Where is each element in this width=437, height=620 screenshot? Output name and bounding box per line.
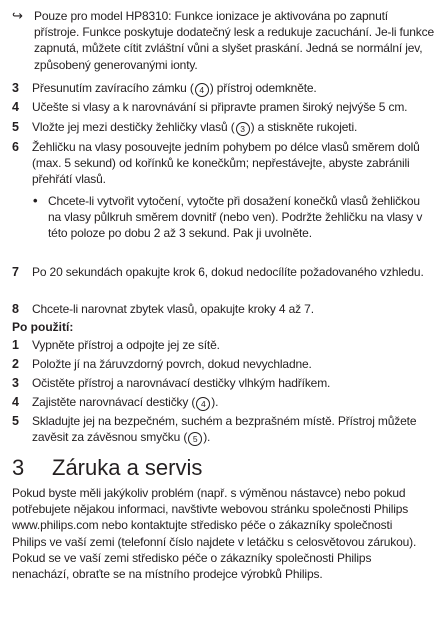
after-use-step bbox=[12, 375, 432, 391]
step-item bbox=[12, 119, 432, 136]
step-item bbox=[12, 99, 432, 115]
after-use-step bbox=[12, 394, 432, 411]
step-text: Chcete-li narovnat zbytek vlasů, opakujte kroky 4 až 7. bbox=[32, 302, 314, 316]
figure-reference: 5 bbox=[188, 432, 202, 446]
step-text: Žehličku na vlasy posouvejte jedním pohybem po délce vlasů směrem dolů (max. 5 sekund) od kořínků ke konečkům; nepřestávejte, abyste zabránili přehřátí vlasů. bbox=[32, 140, 420, 187]
figure-reference: 4 bbox=[196, 397, 210, 411]
step-text: Po 20 sekundách opakujte krok 6, dokud nedocílíte požadovaného vzhledu. bbox=[32, 265, 424, 279]
step-text: Učešte si vlasy a k narovnávání si připravte pramen široký nejvýše 5 cm. bbox=[32, 100, 408, 114]
figure-reference: 3 bbox=[236, 122, 250, 136]
curl-tip bbox=[12, 193, 432, 242]
figure-reference: 4 bbox=[195, 83, 209, 97]
curl-tip-text: Chcete-li vytvořit vytočení, vytočte při dosažení konečků vlasů žehličkou na vlasy půlkruh směrem dovnitř (nebo ven). Podržte žehličku na vlasy v této poloze po dobu 2 až 3 sekund. Pak ji uvolněte. bbox=[48, 194, 423, 241]
step-item bbox=[12, 301, 432, 317]
arrow-icon: ↪ bbox=[12, 8, 23, 23]
step-item bbox=[12, 139, 432, 188]
step-text: Očistěte přístroj a narovnávací destičky vlhkým hadříkem. bbox=[32, 376, 331, 390]
step-number: 8 bbox=[12, 302, 19, 316]
step-item bbox=[12, 264, 432, 280]
ionization-note-text: Pouze pro model HP8310: Funkce ionizace je aktivována po zapnutí přístroje. Funkce poskytuje dodatečný lesk a redukuje zacuchání. Je-li funkce zapnutá, můžete cítit zvláštní vůni a slyšet praskání. Jedná se normální jev, způsobený generovanými ionty. bbox=[34, 9, 435, 72]
step-text: Zajistěte narovnávací destičky ( 4 ). bbox=[32, 395, 219, 409]
step-text: Vypněte přístroj a odpojte jej ze sítě. bbox=[32, 338, 220, 352]
step-text: Vložte jej mezi destičky žehličky vlasů ( 3 ) a stiskněte rukojeti. bbox=[32, 120, 358, 134]
step-number: 5 bbox=[12, 120, 19, 134]
step-item bbox=[12, 80, 432, 97]
step-number: 1 bbox=[12, 338, 19, 352]
step-number: 6 bbox=[12, 140, 19, 154]
ionization-note bbox=[12, 8, 435, 73]
after-use-step bbox=[12, 337, 432, 353]
after-use-step bbox=[12, 356, 432, 372]
step-text: Skladujte jej na bezpečném, suchém a bezprašném místě. Přístroj můžete zavěsit za závěsnou smyčku ( 5 ). bbox=[32, 414, 417, 445]
section-number: 3 bbox=[12, 455, 25, 480]
step-number: 5 bbox=[12, 414, 19, 428]
step-number: 7 bbox=[12, 265, 19, 279]
step-number: 3 bbox=[12, 376, 19, 390]
after-use-step bbox=[12, 413, 432, 446]
after-use-heading: Po použití: bbox=[12, 320, 74, 334]
step-number: 4 bbox=[12, 395, 19, 409]
bullet-icon: • bbox=[33, 193, 38, 208]
warranty-paragraph: Pokud byste měli jakýkoliv problém (např. s výměnou nástavce) nebo pokud potřebujete nějakou informaci, navštivte webovou stránku společnosti Philips www.philips.com nebo kontaktujte středisko péče o zákazníky společnosti Philips ve vaší zemi (telefonní číslo najdete v letáčku s celosvětovou zárukou). Pokud se ve vaší zemi středisko péče o zákazníky společnosti Philips nenachází, obraťte se na místního prodejce výrobků Philips. bbox=[12, 486, 417, 582]
step-number: 4 bbox=[12, 100, 19, 114]
step-number: 2 bbox=[12, 357, 19, 371]
step-text: Položte jí na žáruvzdorný povrch, dokud nevychladne. bbox=[32, 357, 312, 371]
step-number: 3 bbox=[12, 81, 19, 95]
section-title: Záruka a servis bbox=[52, 455, 203, 480]
step-text: Přesunutím zavíracího zámku ( 4 ) přístroj odemkněte. bbox=[32, 81, 317, 95]
